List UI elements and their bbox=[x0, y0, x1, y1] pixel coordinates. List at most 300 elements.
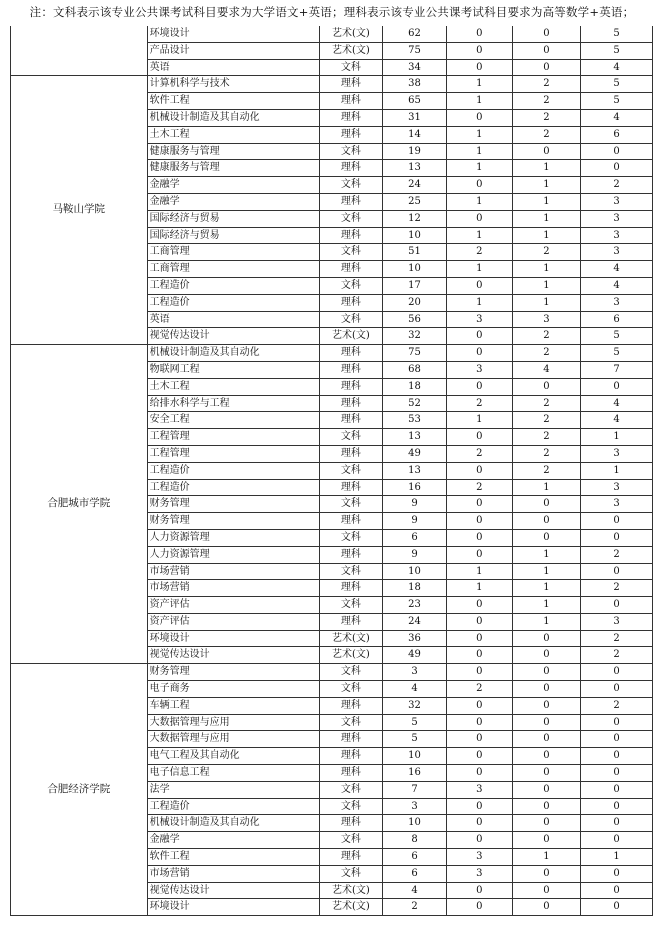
plan-cell: 31 bbox=[383, 109, 447, 126]
major-cell: 机械设计制造及其自动化 bbox=[147, 815, 319, 832]
plan-cell: 23 bbox=[383, 597, 447, 614]
major-cell: 资产评估 bbox=[147, 613, 319, 630]
subject-cell: 艺术(文) bbox=[319, 899, 383, 916]
major-cell: 健康服务与管理 bbox=[147, 160, 319, 177]
count-b-cell: 0 bbox=[512, 664, 580, 681]
subject-cell: 理科 bbox=[319, 160, 383, 177]
major-cell: 工商管理 bbox=[147, 261, 319, 278]
major-cell: 计算机科学与技术 bbox=[147, 76, 319, 93]
count-c-cell: 0 bbox=[581, 378, 653, 395]
plan-cell: 24 bbox=[383, 613, 447, 630]
count-c-cell: 3 bbox=[581, 496, 653, 513]
count-b-cell: 3 bbox=[512, 311, 580, 328]
count-b-cell: 1 bbox=[512, 849, 580, 866]
subject-cell: 艺术(文) bbox=[319, 882, 383, 899]
count-c-cell: 5 bbox=[581, 42, 653, 59]
count-c-cell: 6 bbox=[581, 126, 653, 143]
plan-cell: 2 bbox=[383, 899, 447, 916]
count-c-cell: 0 bbox=[581, 143, 653, 160]
count-c-cell: 2 bbox=[581, 546, 653, 563]
count-b-cell: 1 bbox=[512, 580, 580, 597]
count-b-cell: 1 bbox=[512, 210, 580, 227]
count-b-cell: 0 bbox=[512, 496, 580, 513]
subject-cell: 文科 bbox=[319, 143, 383, 160]
major-cell: 环境设计 bbox=[147, 630, 319, 647]
count-b-cell: 1 bbox=[512, 479, 580, 496]
subject-cell: 理科 bbox=[319, 479, 383, 496]
subject-cell: 文科 bbox=[319, 664, 383, 681]
count-a-cell: 1 bbox=[446, 563, 512, 580]
major-cell: 视觉传达设计 bbox=[147, 647, 319, 664]
major-cell: 国际经济与贸易 bbox=[147, 227, 319, 244]
plan-cell: 25 bbox=[383, 193, 447, 210]
count-b-cell: 0 bbox=[512, 781, 580, 798]
count-c-cell: 1 bbox=[581, 429, 653, 446]
institution-cell bbox=[11, 26, 148, 76]
count-a-cell: 1 bbox=[446, 126, 512, 143]
major-cell: 土木工程 bbox=[147, 126, 319, 143]
subject-cell: 理科 bbox=[319, 748, 383, 765]
count-b-cell: 0 bbox=[512, 59, 580, 76]
plan-cell: 34 bbox=[383, 59, 447, 76]
count-b-cell: 1 bbox=[512, 613, 580, 630]
table-row bbox=[11, 664, 653, 681]
table-row bbox=[11, 76, 653, 93]
major-cell: 工程管理 bbox=[147, 445, 319, 462]
plan-cell: 3 bbox=[383, 664, 447, 681]
count-b-cell: 2 bbox=[512, 462, 580, 479]
count-c-cell: 0 bbox=[581, 681, 653, 698]
count-b-cell: 0 bbox=[512, 143, 580, 160]
subject-cell: 理科 bbox=[319, 261, 383, 278]
plan-cell: 5 bbox=[383, 731, 447, 748]
major-cell: 工程造价 bbox=[147, 277, 319, 294]
subject-cell: 文科 bbox=[319, 781, 383, 798]
count-b-cell: 0 bbox=[512, 630, 580, 647]
plan-cell: 14 bbox=[383, 126, 447, 143]
subject-cell: 文科 bbox=[319, 59, 383, 76]
subject-cell: 理科 bbox=[319, 580, 383, 597]
count-b-cell: 1 bbox=[512, 227, 580, 244]
count-c-cell: 3 bbox=[581, 613, 653, 630]
count-b-cell: 0 bbox=[512, 765, 580, 782]
count-a-cell: 0 bbox=[446, 529, 512, 546]
count-b-cell: 1 bbox=[512, 546, 580, 563]
subject-cell: 文科 bbox=[319, 496, 383, 513]
count-a-cell: 0 bbox=[446, 210, 512, 227]
subject-cell: 理科 bbox=[319, 546, 383, 563]
plan-cell: 17 bbox=[383, 277, 447, 294]
count-b-cell: 0 bbox=[512, 714, 580, 731]
subject-cell: 艺术(文) bbox=[319, 630, 383, 647]
count-c-cell: 0 bbox=[581, 882, 653, 899]
subject-cell: 理科 bbox=[319, 445, 383, 462]
plan-cell: 62 bbox=[383, 26, 447, 42]
plan-cell: 6 bbox=[383, 865, 447, 882]
count-c-cell: 2 bbox=[581, 177, 653, 194]
count-a-cell: 0 bbox=[446, 462, 512, 479]
count-a-cell: 0 bbox=[446, 882, 512, 899]
major-cell: 大数据管理与应用 bbox=[147, 714, 319, 731]
count-b-cell: 1 bbox=[512, 597, 580, 614]
count-c-cell: 3 bbox=[581, 227, 653, 244]
count-b-cell: 1 bbox=[512, 563, 580, 580]
count-b-cell: 2 bbox=[512, 109, 580, 126]
table-note: 注：文科表示该专业公共课考试科目要求为大学语文+英语；理科表示该专业公共课考试科目要求为高等数学+英语； bbox=[29, 5, 635, 19]
count-c-cell: 4 bbox=[581, 277, 653, 294]
subject-cell: 理科 bbox=[319, 815, 383, 832]
count-a-cell: 0 bbox=[446, 42, 512, 59]
count-c-cell: 0 bbox=[581, 865, 653, 882]
count-a-cell: 0 bbox=[446, 277, 512, 294]
count-a-cell: 0 bbox=[446, 899, 512, 916]
subject-cell: 理科 bbox=[319, 126, 383, 143]
major-cell: 市场营销 bbox=[147, 563, 319, 580]
table-row bbox=[11, 26, 653, 42]
count-a-cell: 0 bbox=[446, 109, 512, 126]
subject-cell: 理科 bbox=[319, 765, 383, 782]
subject-cell: 理科 bbox=[319, 697, 383, 714]
count-c-cell: 1 bbox=[581, 849, 653, 866]
plan-cell: 20 bbox=[383, 294, 447, 311]
plan-cell: 51 bbox=[383, 244, 447, 261]
count-a-cell: 0 bbox=[446, 597, 512, 614]
count-a-cell: 3 bbox=[446, 865, 512, 882]
major-cell: 电气工程及其自动化 bbox=[147, 748, 319, 765]
major-cell: 土木工程 bbox=[147, 378, 319, 395]
count-b-cell: 1 bbox=[512, 294, 580, 311]
count-c-cell: 5 bbox=[581, 93, 653, 110]
plan-cell: 16 bbox=[383, 479, 447, 496]
subject-cell: 文科 bbox=[319, 714, 383, 731]
plan-cell: 6 bbox=[383, 849, 447, 866]
major-cell: 视觉传达设计 bbox=[147, 328, 319, 345]
subject-cell: 理科 bbox=[319, 731, 383, 748]
major-cell: 财务管理 bbox=[147, 513, 319, 530]
count-c-cell: 3 bbox=[581, 445, 653, 462]
count-c-cell: 2 bbox=[581, 647, 653, 664]
plan-cell: 12 bbox=[383, 210, 447, 227]
plan-cell: 10 bbox=[383, 563, 447, 580]
subject-cell: 文科 bbox=[319, 865, 383, 882]
major-cell: 软件工程 bbox=[147, 93, 319, 110]
count-c-cell: 4 bbox=[581, 59, 653, 76]
count-b-cell: 2 bbox=[512, 345, 580, 362]
count-a-cell: 1 bbox=[446, 261, 512, 278]
count-b-cell: 0 bbox=[512, 26, 580, 42]
major-cell: 金融学 bbox=[147, 832, 319, 849]
count-a-cell: 3 bbox=[446, 781, 512, 798]
count-c-cell: 5 bbox=[581, 328, 653, 345]
count-a-cell: 0 bbox=[446, 177, 512, 194]
major-cell: 人力资源管理 bbox=[147, 529, 319, 546]
count-b-cell: 0 bbox=[512, 731, 580, 748]
count-c-cell: 5 bbox=[581, 26, 653, 42]
major-cell: 英语 bbox=[147, 59, 319, 76]
count-b-cell: 0 bbox=[512, 899, 580, 916]
major-cell: 工商管理 bbox=[147, 244, 319, 261]
count-c-cell: 0 bbox=[581, 781, 653, 798]
subject-cell: 理科 bbox=[319, 513, 383, 530]
count-b-cell: 2 bbox=[512, 412, 580, 429]
major-cell: 工程造价 bbox=[147, 479, 319, 496]
count-c-cell: 0 bbox=[581, 798, 653, 815]
count-a-cell: 1 bbox=[446, 412, 512, 429]
count-b-cell: 0 bbox=[512, 882, 580, 899]
subject-cell: 艺术(文) bbox=[319, 647, 383, 664]
count-c-cell: 3 bbox=[581, 479, 653, 496]
count-a-cell: 1 bbox=[446, 227, 512, 244]
enrollment-table bbox=[10, 26, 653, 916]
count-a-cell: 0 bbox=[446, 832, 512, 849]
count-a-cell: 0 bbox=[446, 697, 512, 714]
major-cell: 电子信息工程 bbox=[147, 765, 319, 782]
plan-cell: 68 bbox=[383, 361, 447, 378]
count-c-cell: 0 bbox=[581, 529, 653, 546]
major-cell: 工程造价 bbox=[147, 798, 319, 815]
count-c-cell: 6 bbox=[581, 311, 653, 328]
subject-cell: 文科 bbox=[319, 462, 383, 479]
count-c-cell: 0 bbox=[581, 748, 653, 765]
count-c-cell: 4 bbox=[581, 261, 653, 278]
plan-cell: 16 bbox=[383, 765, 447, 782]
major-cell: 工程管理 bbox=[147, 429, 319, 446]
count-b-cell: 2 bbox=[512, 126, 580, 143]
count-c-cell: 0 bbox=[581, 731, 653, 748]
plan-cell: 75 bbox=[383, 42, 447, 59]
count-b-cell: 2 bbox=[512, 328, 580, 345]
count-b-cell: 0 bbox=[512, 697, 580, 714]
plan-cell: 24 bbox=[383, 177, 447, 194]
plan-cell: 32 bbox=[383, 328, 447, 345]
major-cell: 金融学 bbox=[147, 193, 319, 210]
count-a-cell: 0 bbox=[446, 798, 512, 815]
count-a-cell: 0 bbox=[446, 496, 512, 513]
subject-cell: 理科 bbox=[319, 378, 383, 395]
count-c-cell: 2 bbox=[581, 580, 653, 597]
count-a-cell: 1 bbox=[446, 580, 512, 597]
major-cell: 资产评估 bbox=[147, 597, 319, 614]
count-c-cell: 0 bbox=[581, 815, 653, 832]
major-cell: 市场营销 bbox=[147, 865, 319, 882]
plan-cell: 19 bbox=[383, 143, 447, 160]
major-cell: 健康服务与管理 bbox=[147, 143, 319, 160]
count-b-cell: 2 bbox=[512, 395, 580, 412]
count-c-cell: 2 bbox=[581, 697, 653, 714]
count-a-cell: 1 bbox=[446, 294, 512, 311]
subject-cell: 艺术(文) bbox=[319, 26, 383, 42]
count-b-cell: 0 bbox=[512, 798, 580, 815]
subject-cell: 理科 bbox=[319, 361, 383, 378]
count-b-cell: 2 bbox=[512, 76, 580, 93]
count-c-cell: 0 bbox=[581, 899, 653, 916]
major-cell: 法学 bbox=[147, 781, 319, 798]
plan-cell: 4 bbox=[383, 681, 447, 698]
plan-cell: 10 bbox=[383, 748, 447, 765]
institution-cell: 合肥城市学院 bbox=[11, 345, 148, 664]
count-c-cell: 3 bbox=[581, 193, 653, 210]
count-b-cell: 4 bbox=[512, 361, 580, 378]
subject-cell: 文科 bbox=[319, 529, 383, 546]
subject-cell: 文科 bbox=[319, 832, 383, 849]
subject-cell: 文科 bbox=[319, 210, 383, 227]
subject-cell: 理科 bbox=[319, 93, 383, 110]
subject-cell: 理科 bbox=[319, 76, 383, 93]
plan-cell: 9 bbox=[383, 496, 447, 513]
count-b-cell: 2 bbox=[512, 93, 580, 110]
plan-cell: 13 bbox=[383, 160, 447, 177]
count-a-cell: 3 bbox=[446, 849, 512, 866]
count-a-cell: 0 bbox=[446, 546, 512, 563]
count-a-cell: 1 bbox=[446, 160, 512, 177]
subject-cell: 文科 bbox=[319, 597, 383, 614]
count-b-cell: 2 bbox=[512, 244, 580, 261]
plan-cell: 3 bbox=[383, 798, 447, 815]
count-c-cell: 7 bbox=[581, 361, 653, 378]
count-a-cell: 0 bbox=[446, 714, 512, 731]
plan-cell: 18 bbox=[383, 378, 447, 395]
subject-cell: 理科 bbox=[319, 294, 383, 311]
plan-cell: 10 bbox=[383, 261, 447, 278]
major-cell: 软件工程 bbox=[147, 849, 319, 866]
count-b-cell: 0 bbox=[512, 681, 580, 698]
major-cell: 安全工程 bbox=[147, 412, 319, 429]
subject-cell: 理科 bbox=[319, 193, 383, 210]
plan-cell: 65 bbox=[383, 93, 447, 110]
major-cell: 产品设计 bbox=[147, 42, 319, 59]
plan-cell: 10 bbox=[383, 227, 447, 244]
plan-cell: 75 bbox=[383, 345, 447, 362]
subject-cell: 文科 bbox=[319, 244, 383, 261]
count-a-cell: 0 bbox=[446, 630, 512, 647]
plan-cell: 13 bbox=[383, 462, 447, 479]
plan-cell: 9 bbox=[383, 513, 447, 530]
count-a-cell: 0 bbox=[446, 513, 512, 530]
count-c-cell: 3 bbox=[581, 244, 653, 261]
subject-cell: 理科 bbox=[319, 849, 383, 866]
count-c-cell: 5 bbox=[581, 76, 653, 93]
count-c-cell: 3 bbox=[581, 210, 653, 227]
subject-cell: 理科 bbox=[319, 109, 383, 126]
count-b-cell: 1 bbox=[512, 160, 580, 177]
major-cell: 电子商务 bbox=[147, 681, 319, 698]
count-b-cell: 2 bbox=[512, 429, 580, 446]
count-b-cell: 2 bbox=[512, 445, 580, 462]
subject-cell: 文科 bbox=[319, 311, 383, 328]
institution-cell: 合肥经济学院 bbox=[11, 664, 148, 916]
count-c-cell: 5 bbox=[581, 345, 653, 362]
count-c-cell: 0 bbox=[581, 714, 653, 731]
subject-cell: 理科 bbox=[319, 395, 383, 412]
count-b-cell: 0 bbox=[512, 529, 580, 546]
count-a-cell: 0 bbox=[446, 345, 512, 362]
count-a-cell: 0 bbox=[446, 59, 512, 76]
count-c-cell: 0 bbox=[581, 160, 653, 177]
plan-cell: 6 bbox=[383, 529, 447, 546]
plan-cell: 56 bbox=[383, 311, 447, 328]
count-a-cell: 2 bbox=[446, 395, 512, 412]
count-c-cell: 0 bbox=[581, 563, 653, 580]
plan-cell: 52 bbox=[383, 395, 447, 412]
count-a-cell: 0 bbox=[446, 664, 512, 681]
count-a-cell: 1 bbox=[446, 193, 512, 210]
plan-cell: 9 bbox=[383, 546, 447, 563]
plan-cell: 18 bbox=[383, 580, 447, 597]
subject-cell: 文科 bbox=[319, 277, 383, 294]
count-b-cell: 0 bbox=[512, 832, 580, 849]
subject-cell: 文科 bbox=[319, 429, 383, 446]
count-a-cell: 0 bbox=[446, 378, 512, 395]
subject-cell: 文科 bbox=[319, 563, 383, 580]
count-a-cell: 1 bbox=[446, 93, 512, 110]
count-b-cell: 1 bbox=[512, 177, 580, 194]
count-b-cell: 0 bbox=[512, 815, 580, 832]
count-a-cell: 1 bbox=[446, 76, 512, 93]
major-cell: 物联网工程 bbox=[147, 361, 319, 378]
count-a-cell: 0 bbox=[446, 429, 512, 446]
count-c-cell: 3 bbox=[581, 294, 653, 311]
institution-cell: 马鞍山学院 bbox=[11, 76, 148, 345]
major-cell: 财务管理 bbox=[147, 664, 319, 681]
major-cell: 国际经济与贸易 bbox=[147, 210, 319, 227]
count-a-cell: 0 bbox=[446, 815, 512, 832]
count-c-cell: 4 bbox=[581, 395, 653, 412]
major-cell: 机械设计制造及其自动化 bbox=[147, 345, 319, 362]
count-b-cell: 1 bbox=[512, 261, 580, 278]
major-cell: 英语 bbox=[147, 311, 319, 328]
major-cell: 人力资源管理 bbox=[147, 546, 319, 563]
major-cell: 市场营销 bbox=[147, 580, 319, 597]
major-cell: 环境设计 bbox=[147, 899, 319, 916]
count-a-cell: 0 bbox=[446, 328, 512, 345]
plan-cell: 49 bbox=[383, 445, 447, 462]
count-a-cell: 2 bbox=[446, 681, 512, 698]
count-c-cell: 2 bbox=[581, 630, 653, 647]
count-a-cell: 0 bbox=[446, 613, 512, 630]
count-c-cell: 4 bbox=[581, 412, 653, 429]
subject-cell: 理科 bbox=[319, 345, 383, 362]
count-c-cell: 0 bbox=[581, 664, 653, 681]
major-cell: 视觉传达设计 bbox=[147, 882, 319, 899]
major-cell: 车辆工程 bbox=[147, 697, 319, 714]
major-cell: 机械设计制造及其自动化 bbox=[147, 109, 319, 126]
plan-cell: 8 bbox=[383, 832, 447, 849]
major-cell: 工程造价 bbox=[147, 294, 319, 311]
plan-cell: 4 bbox=[383, 882, 447, 899]
count-c-cell: 0 bbox=[581, 832, 653, 849]
plan-cell: 36 bbox=[383, 630, 447, 647]
count-a-cell: 3 bbox=[446, 361, 512, 378]
major-cell: 大数据管理与应用 bbox=[147, 731, 319, 748]
major-cell: 环境设计 bbox=[147, 26, 319, 42]
count-a-cell: 1 bbox=[446, 143, 512, 160]
subject-cell: 艺术(文) bbox=[319, 42, 383, 59]
count-a-cell: 0 bbox=[446, 765, 512, 782]
subject-cell: 理科 bbox=[319, 227, 383, 244]
major-cell: 财务管理 bbox=[147, 496, 319, 513]
count-b-cell: 1 bbox=[512, 193, 580, 210]
plan-cell: 32 bbox=[383, 697, 447, 714]
count-a-cell: 3 bbox=[446, 311, 512, 328]
count-b-cell: 0 bbox=[512, 865, 580, 882]
subject-cell: 理科 bbox=[319, 613, 383, 630]
major-cell: 金融学 bbox=[147, 177, 319, 194]
plan-cell: 49 bbox=[383, 647, 447, 664]
count-b-cell: 0 bbox=[512, 513, 580, 530]
plan-cell: 10 bbox=[383, 815, 447, 832]
plan-cell: 38 bbox=[383, 76, 447, 93]
count-a-cell: 0 bbox=[446, 647, 512, 664]
